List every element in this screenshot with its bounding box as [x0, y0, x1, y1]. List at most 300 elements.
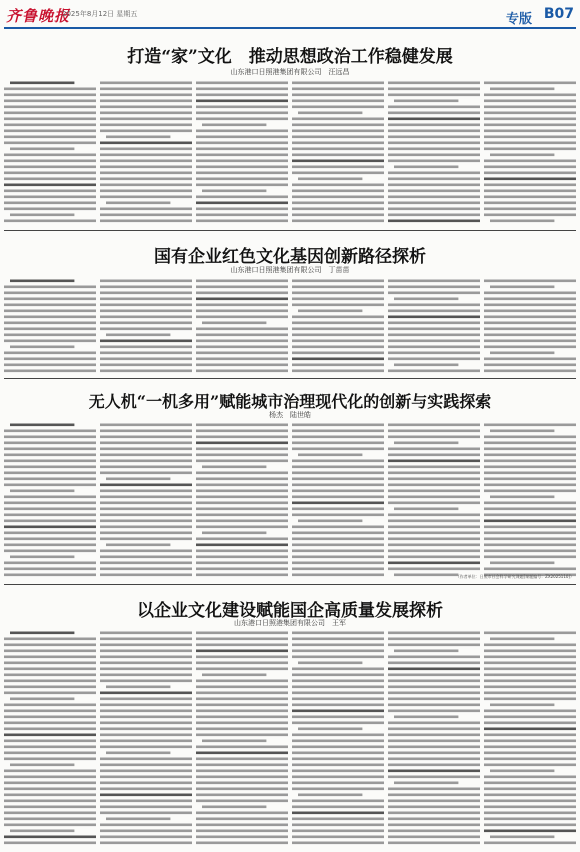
text-line — [484, 752, 576, 755]
text-line — [292, 190, 384, 193]
text-line — [196, 118, 288, 121]
text-line — [484, 178, 576, 181]
text-line — [388, 662, 480, 665]
text-line — [484, 644, 576, 647]
text-line — [292, 758, 384, 761]
text-line — [4, 644, 96, 647]
text-line — [196, 800, 288, 803]
text-line — [292, 538, 384, 541]
text-line — [100, 436, 192, 439]
text-lines-placeholder — [388, 278, 480, 374]
text-line — [292, 674, 384, 677]
text-line — [484, 520, 576, 523]
text-line — [292, 770, 384, 773]
text-line — [4, 710, 96, 713]
text-line — [292, 208, 384, 211]
text-line — [388, 94, 480, 97]
text-line — [484, 818, 576, 821]
text-line — [4, 674, 96, 677]
text-lines-placeholder — [484, 278, 576, 374]
text-line — [10, 698, 74, 701]
text-line — [484, 334, 576, 337]
text-line — [196, 746, 288, 749]
text-line — [100, 220, 192, 223]
text-line — [100, 166, 192, 169]
text-line — [4, 544, 96, 547]
text-line — [490, 638, 554, 641]
text-line — [106, 752, 170, 755]
text-line — [100, 632, 192, 635]
text-line — [388, 668, 480, 671]
text-line — [484, 142, 576, 145]
text-line — [388, 568, 480, 571]
article-4-title: 以企业文化建设赋能国企高质量发展探析 — [137, 601, 443, 621]
text-line — [4, 190, 96, 193]
text-line — [4, 508, 96, 511]
text-line — [4, 550, 96, 553]
text-line — [4, 466, 96, 469]
text-line — [100, 830, 192, 833]
text-line — [484, 842, 576, 845]
text-line — [388, 704, 480, 707]
text-line — [484, 800, 576, 803]
text-line — [4, 758, 96, 761]
text-line — [388, 526, 480, 529]
text-lines-placeholder — [196, 80, 288, 226]
text-line — [196, 508, 288, 511]
text-line — [388, 136, 480, 139]
text-line — [490, 352, 554, 355]
text-line — [4, 88, 96, 91]
text-lines-placeholder — [292, 630, 384, 848]
text-line — [490, 286, 554, 289]
text-line — [484, 782, 576, 785]
text-line — [4, 124, 96, 127]
text-line — [484, 514, 576, 517]
text-line — [388, 208, 480, 211]
text-line — [196, 448, 288, 451]
text-line — [292, 100, 384, 103]
text-line — [298, 310, 362, 313]
text-line — [10, 830, 74, 833]
text-line — [484, 508, 576, 511]
text-line — [100, 310, 192, 313]
text-line — [388, 514, 480, 517]
text-line — [4, 716, 96, 719]
text-line — [484, 484, 576, 487]
text-line — [484, 448, 576, 451]
text-line — [490, 88, 554, 91]
text-line — [484, 776, 576, 779]
text-line — [4, 514, 96, 517]
text-line — [484, 728, 576, 731]
text-line — [292, 358, 384, 361]
text-line — [388, 160, 480, 163]
text-line — [100, 280, 192, 283]
text-line — [4, 352, 96, 355]
text-line — [196, 830, 288, 833]
text-line — [292, 346, 384, 349]
text-line — [484, 556, 576, 559]
text-line — [4, 692, 96, 695]
text-line — [292, 298, 384, 301]
text-line — [388, 836, 480, 839]
text-line — [292, 514, 384, 517]
text-line — [388, 812, 480, 815]
text-line — [4, 770, 96, 773]
text-line — [196, 656, 288, 659]
text-line — [4, 136, 96, 139]
text-line — [292, 352, 384, 355]
text-line — [196, 106, 288, 109]
text-line — [388, 632, 480, 635]
text-line — [4, 208, 96, 211]
text-line — [484, 734, 576, 737]
text-line — [484, 370, 576, 373]
text-line — [484, 806, 576, 809]
text-line — [388, 202, 480, 205]
text-line — [202, 806, 266, 809]
text-line — [292, 782, 384, 785]
text-line — [298, 454, 362, 457]
article-1-byline: 山东港口日照港集团有限公司 汪远昌 — [230, 68, 350, 76]
text-line — [292, 280, 384, 283]
text-column — [292, 422, 384, 580]
text-line — [388, 842, 480, 845]
text-line — [100, 106, 192, 109]
text-line — [4, 722, 96, 725]
text-line — [4, 656, 96, 659]
text-line — [388, 686, 480, 689]
text-column — [196, 422, 288, 580]
text-line — [100, 298, 192, 301]
text-line — [388, 562, 480, 565]
text-line — [388, 800, 480, 803]
text-line — [388, 112, 480, 115]
text-line — [292, 214, 384, 217]
text-line — [484, 526, 576, 529]
text-column — [100, 278, 192, 374]
text-line — [106, 818, 170, 821]
text-line — [100, 746, 192, 749]
text-line — [388, 644, 480, 647]
text-line — [100, 770, 192, 773]
text-line — [4, 286, 96, 289]
text-line — [100, 710, 192, 713]
text-line — [4, 562, 96, 565]
text-line — [484, 100, 576, 103]
text-line — [388, 124, 480, 127]
text-line — [388, 478, 480, 481]
newspaper-logo: 齐鲁晚报 — [6, 7, 71, 25]
text-line — [100, 836, 192, 839]
text-line — [196, 298, 288, 301]
text-line — [100, 142, 192, 145]
text-line — [388, 286, 480, 289]
text-line — [388, 502, 480, 505]
text-line — [196, 490, 288, 493]
text-line — [4, 836, 96, 839]
text-line — [292, 776, 384, 779]
text-lines-placeholder — [100, 422, 192, 580]
text-line — [490, 836, 554, 839]
text-line — [484, 698, 576, 701]
text-line — [484, 340, 576, 343]
text-line — [490, 704, 554, 707]
text-column — [100, 80, 192, 226]
text-line — [196, 728, 288, 731]
text-line — [388, 328, 480, 331]
text-line — [100, 430, 192, 433]
text-line — [196, 430, 288, 433]
text-line — [388, 698, 480, 701]
text-line — [196, 328, 288, 331]
text-line — [292, 830, 384, 833]
text-line — [4, 502, 96, 505]
text-line — [484, 184, 576, 187]
text-line — [4, 686, 96, 689]
text-line — [292, 818, 384, 821]
text-line — [388, 734, 480, 737]
section-label: 专版 — [505, 12, 532, 27]
text-line — [388, 178, 480, 181]
text-line — [100, 190, 192, 193]
text-line — [196, 484, 288, 487]
text-line — [4, 574, 96, 577]
text-line — [388, 764, 480, 767]
text-line — [100, 550, 192, 553]
text-line — [292, 442, 384, 445]
text-line — [388, 154, 480, 157]
text-line — [484, 166, 576, 169]
text-line — [4, 298, 96, 301]
text-line — [4, 442, 96, 445]
text-line — [196, 842, 288, 845]
text-line — [4, 728, 96, 731]
text-line — [100, 178, 192, 181]
text-line — [292, 800, 384, 803]
text-line — [394, 716, 458, 719]
text-line — [100, 806, 192, 809]
article-2-byline: 山东港口日照港集团有限公司 丁苗苗 — [230, 266, 350, 274]
text-line — [4, 328, 96, 331]
text-line — [100, 764, 192, 767]
text-line — [298, 728, 362, 731]
text-line — [100, 638, 192, 641]
text-line — [292, 424, 384, 427]
text-line — [196, 782, 288, 785]
text-line — [196, 172, 288, 175]
text-line — [196, 544, 288, 547]
text-line — [484, 472, 576, 475]
text-line — [196, 154, 288, 157]
text-line — [388, 334, 480, 337]
text-line — [196, 818, 288, 821]
text-line — [484, 130, 576, 133]
text-line — [10, 490, 74, 493]
text-line — [4, 220, 96, 223]
text-line — [484, 632, 576, 635]
text-line — [388, 130, 480, 133]
text-line — [388, 722, 480, 725]
text-line — [196, 208, 288, 211]
text-line — [388, 490, 480, 493]
text-line — [4, 818, 96, 821]
text-line — [100, 496, 192, 499]
text-line — [100, 196, 192, 199]
text-line — [196, 196, 288, 199]
text-line — [484, 118, 576, 121]
text-line — [196, 638, 288, 641]
text-line — [388, 310, 480, 313]
text-line — [292, 550, 384, 553]
text-line — [292, 532, 384, 535]
text-line — [484, 788, 576, 791]
article-2-body — [4, 278, 576, 374]
text-line — [196, 304, 288, 307]
text-line — [484, 280, 576, 283]
text-line — [100, 556, 192, 559]
text-line — [484, 442, 576, 445]
text-line — [388, 770, 480, 773]
text-line — [196, 202, 288, 205]
text-line — [196, 148, 288, 151]
text-line — [100, 316, 192, 319]
text-line — [196, 574, 288, 577]
text-line — [394, 782, 458, 785]
text-line — [100, 520, 192, 523]
text-line — [388, 454, 480, 457]
text-line — [292, 740, 384, 743]
text-line — [388, 556, 480, 559]
text-line — [292, 722, 384, 725]
text-line — [484, 794, 576, 797]
issue-date: 2025年8月12日 星期五 — [62, 10, 138, 18]
text-line — [484, 304, 576, 307]
text-line — [484, 722, 576, 725]
text-line — [196, 514, 288, 517]
text-line — [484, 502, 576, 505]
text-line — [196, 722, 288, 725]
text-line — [388, 538, 480, 541]
text-line — [100, 668, 192, 671]
text-line — [292, 556, 384, 559]
text-line — [100, 514, 192, 517]
text-line — [100, 100, 192, 103]
text-line — [100, 842, 192, 845]
text-line — [484, 830, 576, 833]
article-divider — [4, 584, 576, 585]
text-column — [196, 630, 288, 848]
text-line — [292, 788, 384, 791]
text-line — [388, 448, 480, 451]
text-column — [196, 278, 288, 374]
text-line — [292, 644, 384, 647]
text-line — [106, 544, 170, 547]
text-line — [4, 316, 96, 319]
text-lines-placeholder — [484, 80, 576, 226]
text-line — [388, 466, 480, 469]
text-line — [106, 136, 170, 139]
text-line — [292, 130, 384, 133]
text-line — [292, 316, 384, 319]
text-column — [196, 80, 288, 226]
text-line — [394, 100, 458, 103]
text-line — [106, 334, 170, 337]
text-line — [292, 650, 384, 653]
text-line — [196, 680, 288, 683]
text-column — [388, 422, 480, 580]
text-line — [196, 568, 288, 571]
text-line — [4, 364, 96, 367]
text-line — [196, 424, 288, 427]
text-line — [394, 508, 458, 511]
text-line — [388, 776, 480, 779]
text-line — [100, 728, 192, 731]
text-line — [4, 752, 96, 755]
text-line — [100, 484, 192, 487]
text-line — [100, 322, 192, 325]
text-line — [484, 124, 576, 127]
text-line — [196, 358, 288, 361]
text-line — [196, 340, 288, 343]
text-line — [196, 764, 288, 767]
text-line — [196, 310, 288, 313]
text-line — [196, 704, 288, 707]
text-line — [388, 638, 480, 641]
text-line — [388, 322, 480, 325]
text-line — [10, 82, 74, 85]
text-line — [100, 460, 192, 463]
text-line — [484, 716, 576, 719]
text-line — [4, 94, 96, 97]
text-line — [292, 436, 384, 439]
text-lines-placeholder — [4, 422, 96, 580]
text-line — [100, 358, 192, 361]
text-line — [388, 692, 480, 695]
text-line — [292, 466, 384, 469]
text-line — [100, 466, 192, 469]
text-line — [484, 550, 576, 553]
text-line — [490, 770, 554, 773]
article-divider — [4, 378, 576, 379]
text-line — [388, 728, 480, 731]
text-line — [196, 662, 288, 665]
text-line — [4, 526, 96, 529]
text-line — [196, 82, 288, 85]
text-line — [4, 358, 96, 361]
text-line — [298, 662, 362, 665]
text-line — [298, 520, 362, 523]
text-lines-placeholder — [484, 630, 576, 848]
text-lines-placeholder — [4, 80, 96, 226]
text-line — [4, 430, 96, 433]
text-line — [388, 340, 480, 343]
text-lines-placeholder — [4, 278, 96, 374]
text-line — [196, 130, 288, 133]
text-line — [292, 764, 384, 767]
text-line — [388, 430, 480, 433]
text-line — [10, 346, 74, 349]
text-line — [4, 202, 96, 205]
text-line — [196, 292, 288, 295]
text-line — [484, 478, 576, 481]
text-line — [4, 112, 96, 115]
text-line — [196, 478, 288, 481]
text-line — [484, 812, 576, 815]
text-line — [100, 532, 192, 535]
text-line — [4, 460, 96, 463]
